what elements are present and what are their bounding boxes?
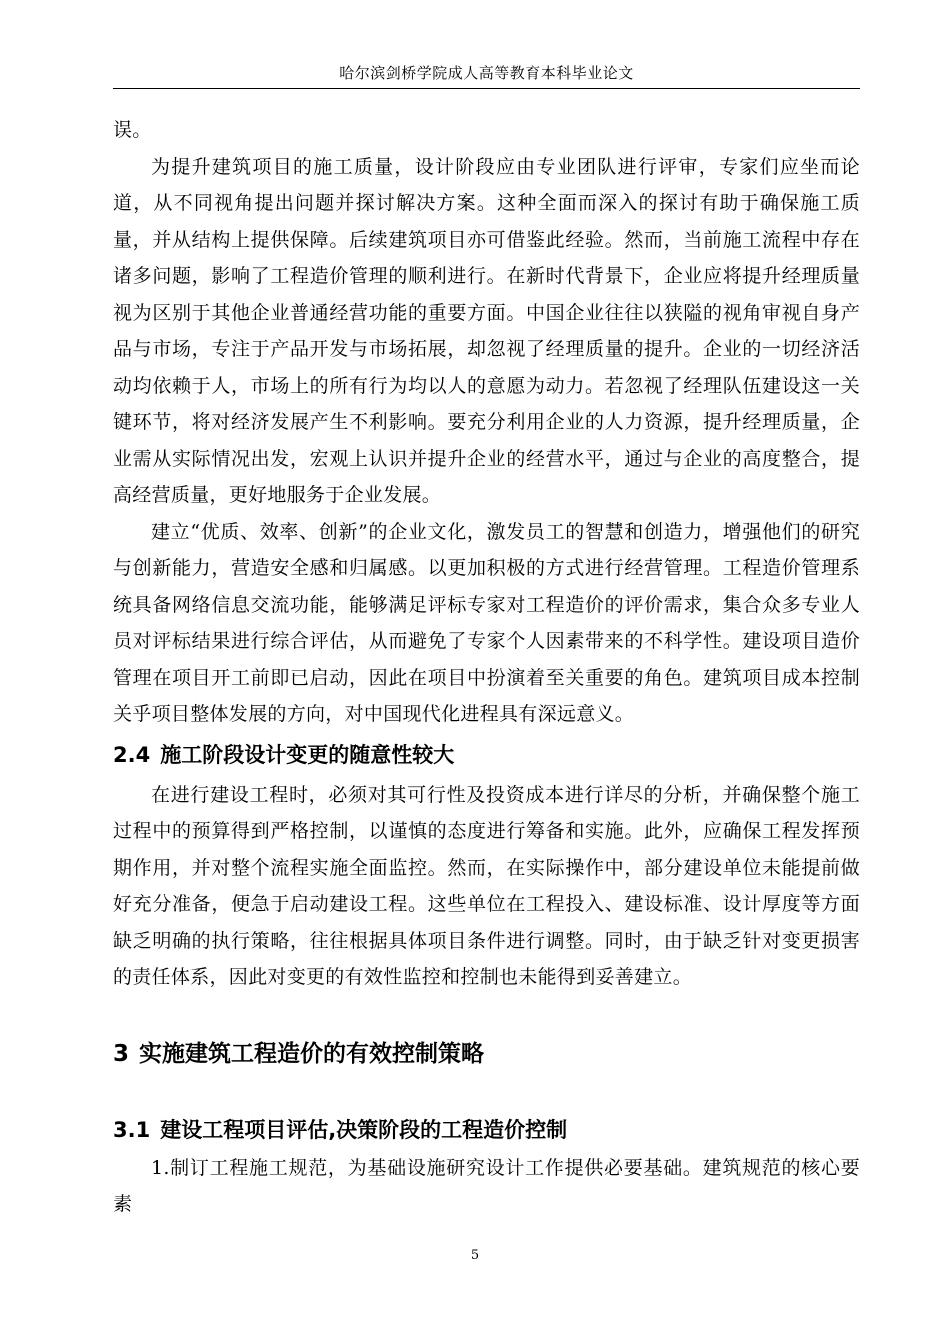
chapter-number: 3 — [113, 1040, 130, 1067]
section-number: 3.1 — [113, 1117, 151, 1142]
section-title: 建设工程项目评估,决策阶段的工程造价控制 — [160, 1117, 568, 1142]
section-number: 2.4 — [113, 742, 151, 767]
paragraph-continuation: 误。 — [113, 119, 152, 141]
section-heading-2-4 — [113, 737, 860, 773]
section-heading-3-1 — [113, 1112, 860, 1148]
paragraph: 1.制订工程施工规范，为基础设施研究设计工作提供必要基础。建筑规范的核心要素 — [113, 1156, 860, 1215]
paragraph: 建立“优质、效率、创新”的企业文化，激发员工的智慧和创造力，增强他们的研究与创新能力，营造安全感和归属感。以更加积极的方式进行经营管理。工程造价管理系统具备网络信息交流功能，能够满足评标专家对工程造价的评价需求，集合众多专业人员对评标结果进行综合评估，从而避免了专家个人因素带来的不科学性。建设项目造价管理在项目开工前即已启动，因此在项目中扮演着至关重要的角色。建筑项目成本控制关乎项目整体发展的方向，对中国现代化进程具有深远意义。 — [113, 520, 860, 725]
header-rule — [113, 88, 860, 89]
main-content — [113, 112, 860, 1223]
paragraph: 为提升建筑项目的施工质量，设计阶段应由专业团队进行评审，专家们应坐而论道，从不同视角提出问题并探讨解决方案。这种全面而深入的探讨有助于确保施工质量，并从结构上提供保障。后续建筑项目亦可借鉴此经验。然而，当前施工流程中存在诸多问题，影响了工程造价管理的顺利进行。在新时代背景下，企业应将提升经理质量视为区别于其他企业普通经营功能的重要方面。中国企业往往以狭隘的视角审视自身产品与市场，专注于产品开发与市场拓展，却忽视了经理质量的提升。企业的一切经济活动均依赖于人，市场上的所有行为均以人的意愿为动力。若忽视了经理队伍建设这一关键环节，将对经济发展产生不利影响。要充分利用企业的人力资源，提升经理质量，企业需从实际情况出发，宏观上认识并提升企业的经营水平，通过与企业的高度整合，提高经营质量，更好地服务于企业发展。 — [113, 155, 860, 506]
paragraph: 在进行建设工程时，必须对其可行性及投资成本进行详尽的分析，并确保整个施工过程中的预算得到严格控制，以谨慎的态度进行筹备和实施。此外，应确保工程发挥预期作用，并对整个流程实施全面监控。然而，在实际操作中，部分建设单位未能提前做好充分准备，便急于启动建设工程。这些单位在工程投入、建设标准、设计厚度等方面缺乏明确的执行策略，往往根据具体项目条件进行调整。同时，由于缺乏针对变更损害的责任体系，因此对变更的有效性监控和控制也未能得到妥善建立。 — [113, 783, 860, 988]
chapter-title: 实施建筑工程造价的有效控制策略 — [139, 1040, 485, 1067]
chapter-heading-3 — [113, 1034, 860, 1074]
running-header: 哈尔滨剑桥学院成人高等教育本科毕业论文 — [339, 64, 634, 82]
page-number: 5 — [470, 1248, 480, 1263]
section-title: 施工阶段设计变更的随意性较大 — [160, 742, 455, 767]
